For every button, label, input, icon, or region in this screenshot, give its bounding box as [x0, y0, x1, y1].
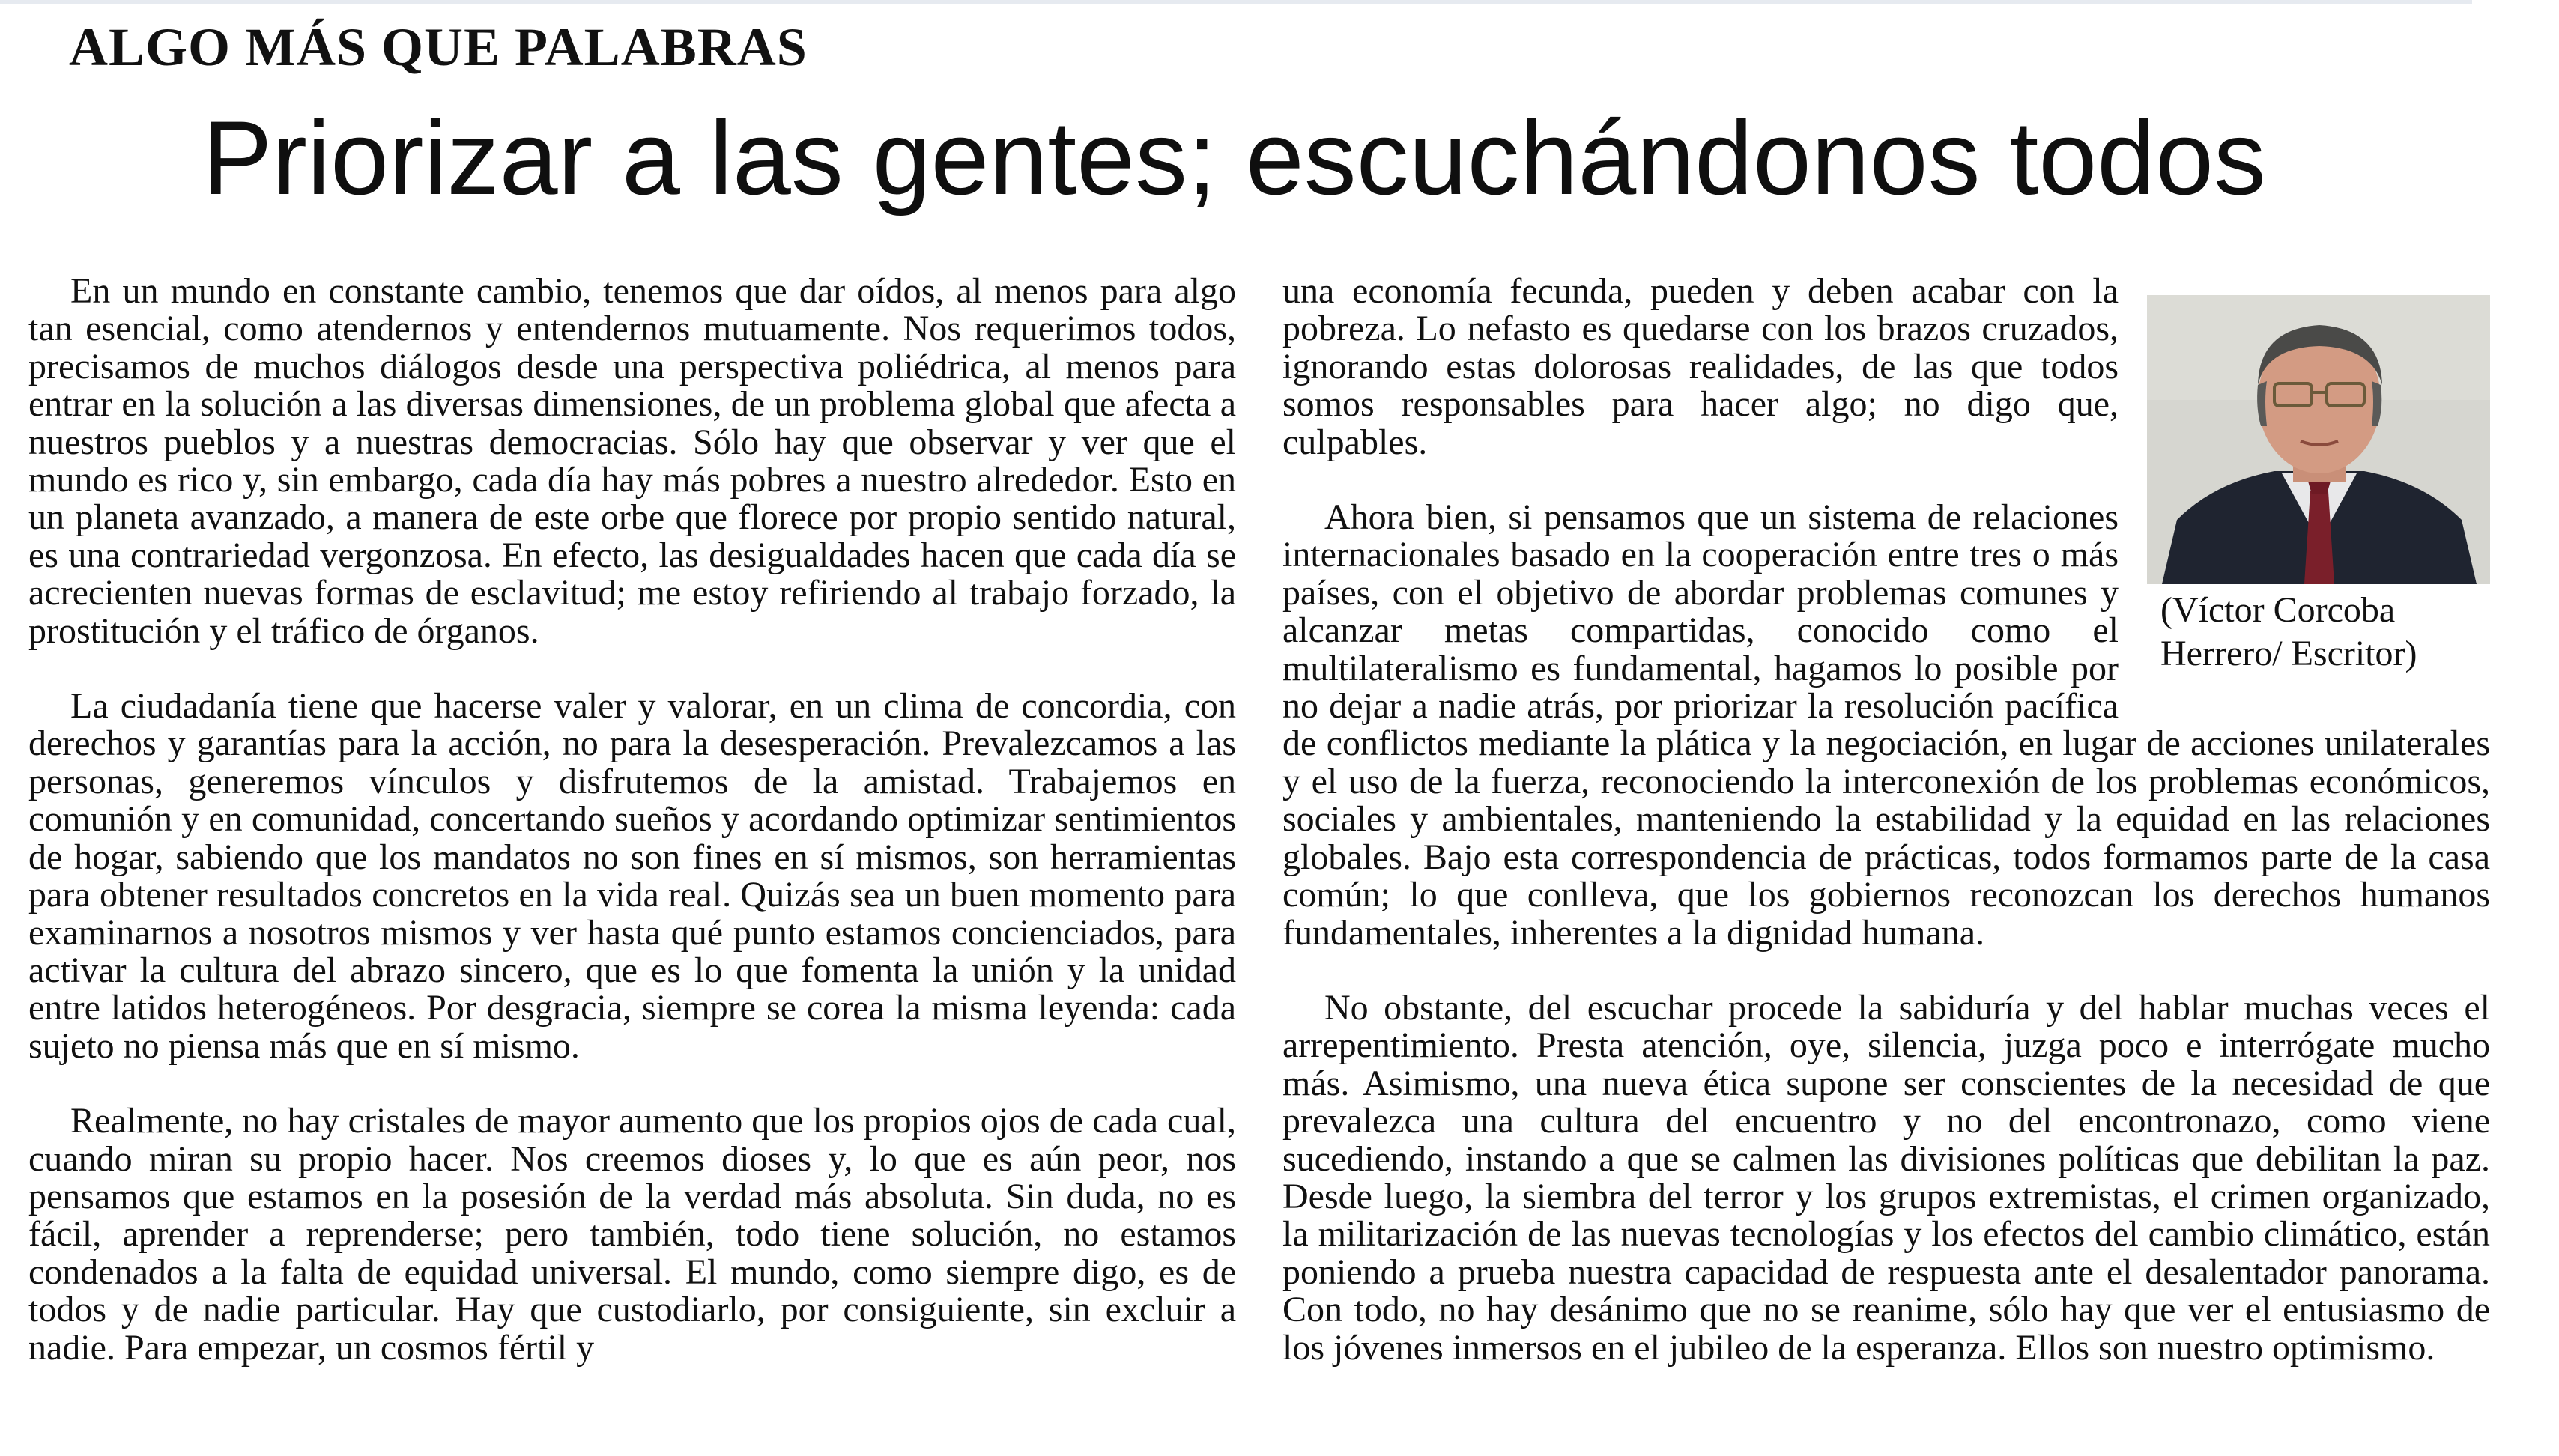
paragraph: La ciudadanía tiene que hacerse valer y valorar, en un clima de concordia, con derechos y garantías para la acción, no para la desesperación. Prevalezcamos a las personas, generemos vínculos y disfrutemos de la amistad. Trabajemos en comunión y en comunidad, concertando sueños y acordando optimizar sentimientos de hogar, sabiendo que los mandatos no son fines en sí mismos, son herramientas para obtener resultados concretos en la vida real. Quizás sea un buen momento para examinarnos a nosotros mismos y ver hasta qué punto estamos concienciados, para activar la cultura del abrazo sincero, que es lo que fomenta la unión y la unidad entre latidos heterogéneos. Por desgracia, siempre se corea la misma leyenda: cada sujeto no piensa más que en sí mismo. — [28, 686, 1236, 1066]
right-column — [1282, 273, 2490, 1456]
article-headline: Priorizar a las gentes; escuchándonos todos — [202, 99, 2266, 216]
paragraph: En un mundo en constante cambio, tenemos que dar oídos, al menos para algo tan esencial, como atendernos y entendernos mutuamente. Nos requerimos todos, precisamos de muchos diálogos desde una perspectiva poliédrica, al menos para entrar en la solución a las diversas dimensiones, de un problema global que afecta a nuestros pueblos y a nuestras democracias. Sólo hay que observar y ver que el mundo es rico y, sin embargo, cada día hay más pobres a nuestro alrededor. Esto en un planeta avanzado, a manera de este orbe que florece por propio sentido natural, es una contrariedad vergonzosa. En efecto, las desigualdades hacen que cada día se acrecienten nuevas formas de esclavitud; me estoy refiriendo al trabajo forzado, la prostitución y el tráfico de órganos. — [28, 273, 1236, 651]
author-photo — [2147, 295, 2490, 584]
author-name: (Víctor Corcoba — [2160, 590, 2396, 630]
paragraph: No obstante, del escuchar procede la sabiduría y del hablar muchas veces el arrepentimiento. Presta atención, oye, silencia, juzga poco e interrógate mucho más. Asimismo, una nueva ética supone ser conscientes de la necesidad de que prevalezca una cultura del encuentro y no del encontronazo, como viene sucediendo, instando a que se calmen las divisiones políticas que debilitan la paz. Desde luego, la siembra del terror y los grupos extremistas, el crimen organizado, la militarización de las nuevas tecnologías y los efectos del cambio climático, están poniendo a prueba nuestra capacidad de respuesta ante el desalentador panorama. Con todo, no hay desánimo que no se reanime, sólo hay que ver el entusiasmo de los jóvenes inmersos en el jubileo de la esperanza. Ellos son nuestro optimismo. — [1282, 987, 2490, 1368]
top-rule — [0, 0, 2472, 4]
paragraph: una economía fecunda, pueden y deben acabar con la pobreza. Lo nefasto es quedarse con los brazos cruzados, ignorando estas dolorosas realidades, de las que todos somos responsables para hacer algo; no digo que, culpables. — [1282, 273, 2119, 462]
left-column — [28, 273, 1236, 1456]
author-caption — [2160, 589, 2490, 676]
author-box — [2138, 295, 2490, 685]
paragraph: Ahora bien, si pensamos que un sistema de relaciones internacionales basado en la cooperación entre tres o más países, con el objetivo de abordar problemas comunes y alcanzar metas compartidas, conocido como el multilateralismo es fundamental, hagamos lo posible por no dejar a nadie atrás, por priorizar la resolución pacífica de conflictos mediante la plática y la negociación, en lugar de acciones unilaterales y el uso de la fuerza, reconociendo la interconexión de los problemas económicos, sociales y ambientales, manteniendo la estabilidad y la equidad en las relaciones globales. Bajo esta correspondencia de prácticas, todos formamos parte de la casa común; lo que conlleva, que los gobiernos reconozcan los derechos humanos fundamentales, inherentes a la dignidad humana. — [1282, 497, 2490, 953]
section-label: ALGO MÁS QUE PALABRAS — [69, 17, 808, 77]
author-portrait-icon — [2147, 295, 2490, 584]
author-role: Herrero/ Escritor) — [2160, 634, 2417, 673]
paragraph: Realmente, no hay cristales de mayor aumento que los propios ojos de cada cual, cuando miran su propio hacer. Nos creemos dioses y, lo que es aún peor, nos pensamos que estamos en la posesión de la verdad más absoluta. Sin duda, no es fácil, aprender a reprenderse; pero también, todo tiene solución, no estamos condenados a la falta de equidad universal. El mundo, como siempre digo, es de todos y de nadie particular. Hay que custodiarlo, por consiguiente, sin excluir a nadie. Para empezar, un cosmos fértil y — [28, 1101, 1236, 1368]
